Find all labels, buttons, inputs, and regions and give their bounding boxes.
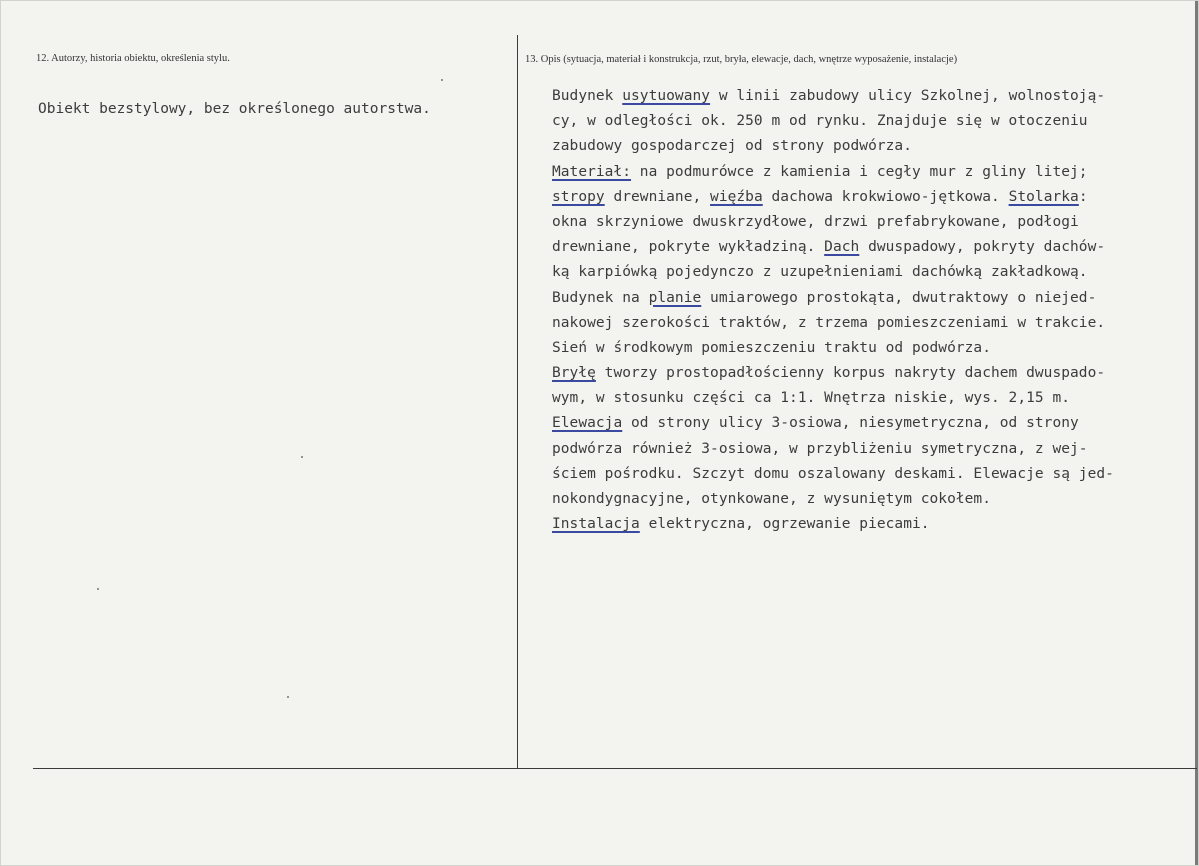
line-segment: tworzy prostopadłościenny korpus nakryty dachem dwuspado- xyxy=(595,365,1106,382)
line-segment: na podmurówce z kamienia i cegły mur z gliny litej; xyxy=(631,163,1088,180)
line-segment: Sień w środkowym pomieszczeniu traktu od podwórza. xyxy=(552,339,991,356)
line-segment: ką karpiówką pojedynczo z uzupełnieniami dachówką zakładkową. xyxy=(552,264,1088,281)
underlined-term: Dach xyxy=(824,239,860,256)
underlined-term: planie xyxy=(648,289,702,306)
paper-speck xyxy=(287,696,289,698)
section-12-heading: 12. Autorzy, historia obiektu, określenia stylu. xyxy=(36,53,230,64)
underlined-term: Elewacja xyxy=(552,415,623,432)
line-segment: ściem pośrodku. Szczyt domu oszalowany deskami. Elewacje są jed- xyxy=(552,465,1114,482)
section-13-heading: 13. Opis (sytuacja, materiał i konstrukcja, rzut, bryła, elewacje, dach, wnętrze wyposażenie, instalacje) xyxy=(525,54,958,65)
underlined-term: Materiał: xyxy=(552,163,632,180)
line-segment: umiarowego prostokąta, dwutraktowy o niejed- xyxy=(701,289,1097,306)
line-segment: Budynek na xyxy=(552,289,649,306)
line-segment: w linii zabudowy ulicy Szkolnej, wolnostoją- xyxy=(710,88,1106,104)
line-segment: podwórza również 3-osiowa, w przybliżeniu symetryczna, z wej- xyxy=(552,440,1088,457)
typed-line xyxy=(552,210,1199,235)
line-segment: od strony ulicy 3-osiowa, niesymetryczna, od strony xyxy=(622,415,1079,432)
section-12-typed-text: Obiekt bezstylowy, bez określonego autorstwa. xyxy=(38,101,431,117)
typed-line xyxy=(552,462,1199,487)
typed-line xyxy=(552,386,1199,411)
underlined-term: więźba xyxy=(710,188,763,205)
typed-line xyxy=(552,286,1199,311)
line-segment: dwuspadowy, pokryty dachów- xyxy=(859,239,1106,256)
typed-line xyxy=(552,185,1199,210)
paper-speck xyxy=(441,79,443,81)
line-segment: wym, w stosunku części ca 1:1. Wnętrza niskie, wys. 2,15 m. xyxy=(552,390,1071,407)
line-segment: zabudowy gospodarczej od strony podwórza. xyxy=(552,138,912,155)
paper-speck xyxy=(97,588,99,590)
line-segment: nokondygnacyjne, otynkowane, z wysuniętym cokołem. xyxy=(552,491,991,507)
line-segment: Budynek xyxy=(552,88,623,104)
typed-line xyxy=(552,84,1199,109)
line-segment: : xyxy=(1078,188,1088,205)
typed-line xyxy=(552,109,1199,134)
line-segment: drewniane, pokryte wykładziną. xyxy=(552,239,825,256)
typed-line xyxy=(552,411,1199,436)
typed-line xyxy=(552,134,1199,159)
typed-line xyxy=(552,235,1199,260)
line-segment: drewniane, xyxy=(604,188,711,205)
bottom-rule xyxy=(33,768,1197,769)
underlined-term: usytuowany xyxy=(622,88,711,104)
line-segment: elektryczna, ogrzewanie piecami. xyxy=(639,516,930,533)
typed-line xyxy=(552,311,1199,336)
typed-line xyxy=(552,336,1199,361)
typed-line xyxy=(552,437,1199,462)
underlined-term: Stolarka xyxy=(1008,188,1079,205)
column-divider xyxy=(517,35,518,768)
line-segment: okna skrzyniowe dwuskrzydłowe, drzwi prefabrykowane, podłogi xyxy=(552,213,1079,230)
underlined-term: stropy xyxy=(552,188,605,205)
line-segment: cy, w odległości ok. 250 m od rynku. Znajduje się w otoczeniu xyxy=(552,113,1088,130)
line-segment: nakowej szerokości traktów, z trzema pomieszczeniami w trakcie. xyxy=(552,314,1106,331)
typed-line xyxy=(552,361,1199,386)
underlined-term: Bryłę xyxy=(552,365,596,382)
typed-line xyxy=(552,512,1199,537)
underlined-term: Instalacja xyxy=(552,516,640,533)
section-13-typed-text xyxy=(552,84,1199,537)
line-segment: dachowa krokwiowo-jętkowa. xyxy=(762,188,1009,205)
typed-line xyxy=(552,260,1199,285)
paper-speck xyxy=(301,456,303,458)
typed-line xyxy=(552,160,1199,185)
typed-line xyxy=(552,487,1199,512)
